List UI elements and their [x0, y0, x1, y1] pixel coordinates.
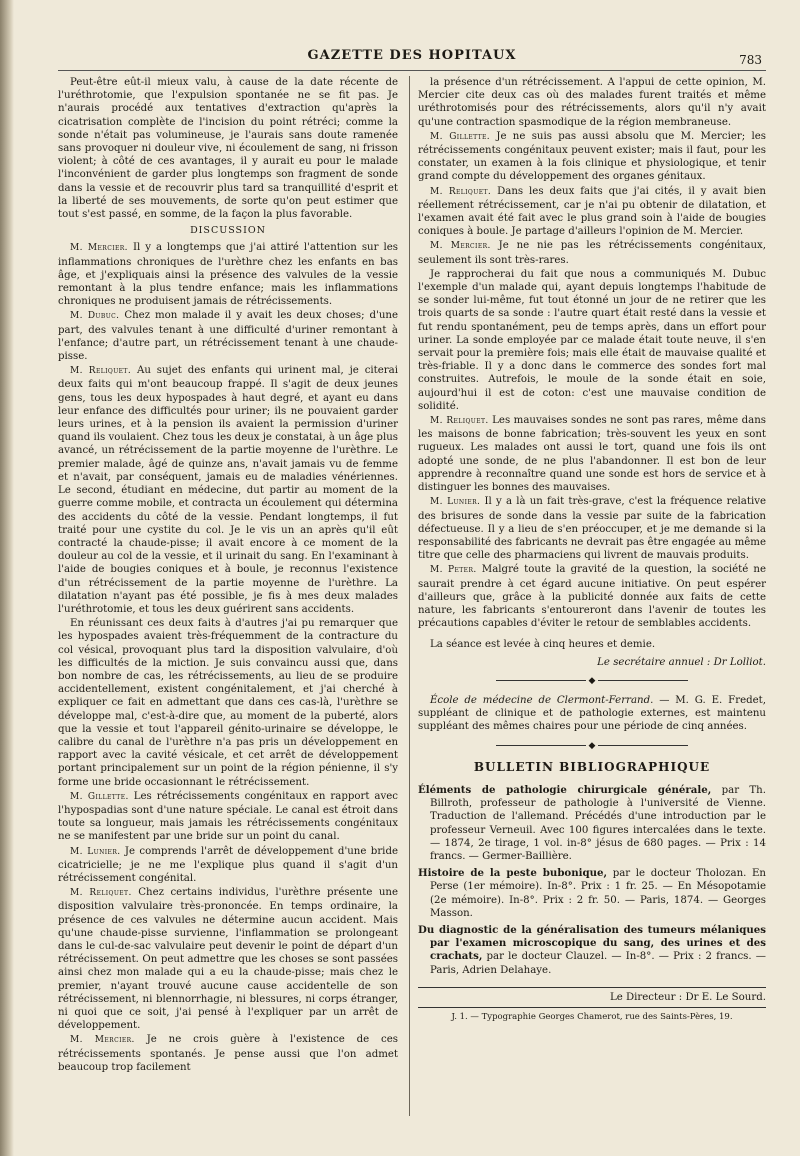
news-text: — M. G. E. Fredet, suppléant de clinique et de pathologie externes, est maintenu suppléant des mêmes chaires pour une période de cinq années.: [418, 694, 766, 733]
paragraph-text: Les mauvaises sondes ne sont pas rares, même dans les maisons de bonne fabrication; très-souvent les yeux en sont rugueux. Les malades ont aussi le tort, quand une fois ils ont adopté une sonde, de ne plus l'abandonner. Il est bon de leur apprendre à reconnaître quand une sonde est hors de service et à distinguer les bonnes des mauvaises.: [418, 415, 766, 494]
paragraph-text: Je comprends l'arrêt de développement d'une bride cicatricielle; je ne me l'explique plus quand il s'agit d'un rétrécissement congénital.: [58, 845, 398, 884]
speaker-name: M. Lunier.: [430, 497, 481, 508]
news-item: [418, 694, 766, 734]
speaker-name: M. Reliquet.: [70, 888, 132, 899]
speaker-name: M. Reliquet.: [70, 366, 132, 377]
journal-title: GAZETTE DES HOPITAUX: [307, 48, 517, 63]
paragraph-text: Il y a là un fait très-grave, c'est la fréquence relative des brisures de sonde dans la vessie par suite de la fabrication défectueuse. Il y a lieu de s'en préoccuper, et je me demande si la responsabilité des fabricants ne devrait pas être engagée au même titre que celle des pharmaciens qui livrent de mauvais produits.: [418, 496, 766, 562]
column-divider: [409, 76, 410, 1116]
paragraph-lunier-2: [418, 495, 766, 562]
speaker-name: M. Reliquet.: [430, 186, 492, 197]
paragraph-gillette-2: [418, 130, 766, 184]
speaker-name: M. Reliquet.: [430, 416, 489, 427]
entry-text: par Th. Billroth, professeur de pathologie à l'université de Vienne. Traduction de l'allemand. Précédés d'une introduction par le professeur Verneuil. Avec 100 figures intercalées dans le texte.— 1874, 2e tirage, 1 vol. in-8° jésus de 680 pages. — Prix : 14 francs. — Germer-Baillière.: [430, 784, 766, 862]
entry-text: par le docteur Tholozan. En Perse (1er mémoire). In-8°. Prix : 1 fr. 25. — En Mésopotamie (2e mémoire). In-8°. Prix : 2 fr. 50. — Paris, 1874. — Georges Masson.: [430, 868, 766, 919]
printer-imprint: J. 1. — Typographie Georges Chamerot, rue des Saints-Pères, 19.: [451, 1012, 733, 1022]
paragraph-mercier-2: [58, 1033, 398, 1074]
paragraph-text: Chez certains individus, l'urèthre présente une disposition valvulaire très-prononcée. En temps ordinaire, la présence de ces valvules ne détermine aucun accident. Mais qu'une chaude-pisse survienne, l'inflammation se prolongeant dans le cul-de-sac valvulaire peut devenir le point de départ d'un rétrécissement. On peut admettre que les choses se sont passées ainsi chez mon malade qui a eu la chaude-pisse; mais chez le premier, n'ayant trouvé aucune cause accidentelle de son rétrécissement, ni blennorrhagie, ni blessures, ni corps étranger, ni quoi que ce soit, j'ai pensé à l'expliquer par un arrêt de développement.: [58, 887, 398, 1032]
paragraph-reliquet-5: [418, 414, 766, 494]
paragraph-reliquet-2: En réunissant ces deux faits à d'autres j'ai pu remarquer que les hypospades avaient très-fréquemment de la contracture du col vésical, provoquant plus tard la disposition valvulaire, d'où les difficultés de la miction. Je suis convaincu aussi que, dans bon nombre de cas, les rétrécissements, au lieu de se produire accidentellement, existent congénitalement, et j'ai cherché à expliquer ce fait en admettant que dans ces cas-là, l'urèthre se développe mal, c'est-à-dire que, au moment de la puberté, alors que la vessie et tout l'appareil génito-urinaire se développe, le calibre du canal de l'urèthre n'a pas pris un développement en rapport avec la cavité vésicale, et cet arrêt de développement portant principalement sur un point de la région pénienne, il s'y forme une bride occasionnant le rétrécissement.: [58, 618, 398, 788]
paragraph-text: Dans les deux faits que j'ai cités, il y avait bien réellement rétrécissement, car je n'ai pu obtenir de dilatation, et l'examen avait été fait avec le plus grand soin à l'aide de bougies coniques à boule. Je partage d'ailleurs l'opinion de M. Mercier.: [418, 185, 766, 238]
page-binding-shadow: [0, 0, 14, 1156]
paragraph-lunier-1: [58, 845, 398, 886]
speaker-name: M. Lunier.: [70, 846, 121, 857]
secretary-signature: Le secrétaire annuel : Dr Lolliot.: [597, 656, 766, 668]
paragraph-reliquet-3: [58, 886, 398, 1032]
paragraph-text: Au sujet des enfants qui urinent mal, je citerai deux faits qui m'ont beaucoup frappé. Il s'agit de deux jeunes gens, tous les deux hypospades à haut degré, et ayant eu dans leur enfance des difficultés pour uriner; ils ne pouvaient garder leurs urines, et à la pension ils avaient la permission d'uriner quand ils voulaient. Chez tous les deux je constatai, à un âge plus avancé, un rétrécissement de la partie moyenne de l'urèthre. Le premier malade, âgé de quinze ans, n'avait jamais vu de femme et n'avait, par conséquent, jamais eu de maladies vénériennes. Le second, étudiant en médecine, dut partir au moment de la guerre comme mobile, et contracta un écoulement qui détermina des accidents du côté de la vessie. Pendant longtemps, il fut traité pour une cystite du col. Je le vis un an après qu'il eût contracté la chaude-pisse; il avait encore à ce moment de la douleur au col de la vessie, et il urinait du sang. En l'examinant à l'aide de bougies coniques et à boule, je reconnus l'existence d'un rétrécissement de la partie moyenne de l'urèthre. La dilatation n'ayant pas été possible, je fis à mes deux malades l'uréthrotomie, et tous les deux guérirent sans accidents.: [58, 365, 398, 615]
director-line: Le Directeur : Dr E. Le Sourd.: [609, 991, 766, 1003]
paragraph-continuation: la présence d'un rétrécissement. A l'appui de cette opinion, M. Mercier cite deux cas où des malades furent traités et même uréthrotomisés pour des rétrécissements, alors qu'il n'y avait qu'une contraction spasmodique de la région membraneuse.: [418, 77, 766, 128]
ornamental-rule: ◆: [418, 740, 766, 753]
bibliography-entry: [418, 784, 766, 863]
paragraph-peter: [418, 563, 766, 630]
paragraph-text: Je ne crois guère à l'existence de ces rétrécissements spontanés. Je pense aussi que l'on admet beaucoup trop facilement: [58, 1034, 399, 1073]
footer-rule: [418, 1007, 766, 1008]
speaker-name: M. Gillette.: [70, 791, 129, 802]
page-header: [58, 48, 766, 71]
speaker-name: M. Mercier.: [70, 243, 128, 254]
bibliography-entry: [418, 924, 766, 977]
paragraph-gillette-1: [58, 790, 398, 844]
paragraph-text: Je ne nie pas les rétrécissements congénitaux, seulement ils sont très-rares.: [418, 240, 766, 266]
entry-text: par le docteur Clauzel. — In-8°. — Prix : 2 francs. — Paris, Adrien Delahaye.: [430, 951, 766, 976]
news-title: École de médecine de Clermont-Ferrand.: [430, 694, 654, 706]
entry-title: Éléments de pathologie chirurgicale générale,: [418, 783, 712, 796]
paragraph-text: Malgré toute la gravité de la question, la société ne saurait prendre à cet égard aucune initiative. On peut espérer d'ailleurs que, grâce à la publicité donnée aux faits de cette nature, les fabricants s'entoureront dans l'avenir de toutes les précautions capables d'éviter le retour de semblables accidents.: [418, 564, 766, 630]
speaker-name: M. Peter.: [430, 565, 477, 576]
speaker-name: M. Mercier.: [430, 241, 491, 252]
entry-title: Histoire de la peste bubonique,: [418, 867, 608, 880]
speaker-name: M. Dubuc.: [70, 311, 120, 322]
paragraph-dubuc: [58, 309, 398, 363]
left-column: [58, 76, 398, 1075]
page-number: 783: [739, 53, 762, 67]
paragraph-mercier-3: [418, 239, 766, 266]
paragraph-text: Il y a longtemps que j'ai attiré l'attention sur les inflammations chroniques de l'urèthre chez les enfants en bas âge, et j'expliquais ainsi la présence des valvules de la vessie remontant à la plus tendre enfance; mais les inflammations chroniques ne produisent jamais de rétrécissements.: [58, 242, 398, 308]
ornamental-rule: ◆: [418, 675, 766, 688]
paragraph-text: Je ne suis pas aussi absolu que M. Mercier; les rétrécissements congénitaux peuvent exister; mais il faut, pour les constater, un examen à la fois clinique et physiologique, et tenir grand compte du développement des organes génitaux.: [418, 130, 766, 183]
bibliography-entry: [418, 867, 766, 920]
paragraph-text: Chez mon malade il y avait les deux choses; d'une part, des valvules tenant à une difficulté d'uriner remontant à l'enfance; d'autre part, un rétrécissement tenant à une chaude-pisse.: [58, 310, 398, 363]
footer-rule: [418, 987, 766, 988]
bulletin-heading: BULLETIN BIBLIOGRAPHIQUE: [473, 759, 711, 774]
session-closing: La séance est levée à cinq heures et demie.: [430, 639, 656, 651]
paragraph-reliquet-1: [58, 364, 398, 616]
intro-paragraph: Peut-être eût-il mieux valu, à cause de la date récente de l'uréthrotomie, que l'expulsion spontanée ne se fit pas. Je n'aurais procédé aux tentatives d'extraction qu'après la cicatrisation complète de l'incision du point rétréci; comme la sonde n'était pas volumineuse, je l'aurais sans doute ramenée sans provoquer ni douleur vive, ni écoulement de sang, ni frisson violent; à côté de ces avantages, il y aurait eu pour le malade l'inconvénient de garder plus longtemps son fragment de sonde dans la vessie et de recouvrir plus tard sa tranquillité d'esprit et la liberté de ses mouvements, de sorte qu'on peut estimer que tout s'est passé, en somme, de la façon la plus favorable.: [58, 77, 398, 221]
paragraph-reliquet-4: [418, 185, 766, 239]
paragraph-mercier-4: Je rapprocherai du fait que nous a communiqués M. Dubuc l'exemple d'un malade qui, ayant depuis longtemps l'habitude de se sonder lui-même, fut tout étonné un jour de ne retirer que les trois quarts de sa sonde : l'autre quart était resté dans la vessie et fut rendu spontanément, peu de temps après, dans un effort pour uriner. La sonde employée par ce malade était toute neuve, il s'en servait pour la première fois; mais elle était de mauvaise qualité et très-friable. Il y a donc dans le commerce des sondes fort mal construites. Autrefois, le moule de la sonde était en soie, aujourd'hui il est de coton: c'est une mauvaise condition de solidité.: [418, 268, 766, 412]
speaker-name: M. Mercier.: [70, 1035, 135, 1046]
entry-title: Du diagnostic de la généralisation des tumeurs mélaniques par l'examen microscopique du sang, des urines et des crachats,: [418, 923, 766, 963]
right-column: [418, 76, 766, 1025]
discussion-heading: DISCUSSION: [190, 225, 266, 237]
paragraph-mercier-1: [58, 241, 398, 308]
speaker-name: M. Gillette.: [430, 131, 491, 142]
paragraph-text: Les rétrécissements congénitaux en rapport avec l'hypospadias sont d'une nature spéciale. Le canal est étroit dans toute sa longueur, mais jamais les rétrécissements congénitaux ne se manifestent par une bride sur un point du canal.: [58, 790, 398, 843]
